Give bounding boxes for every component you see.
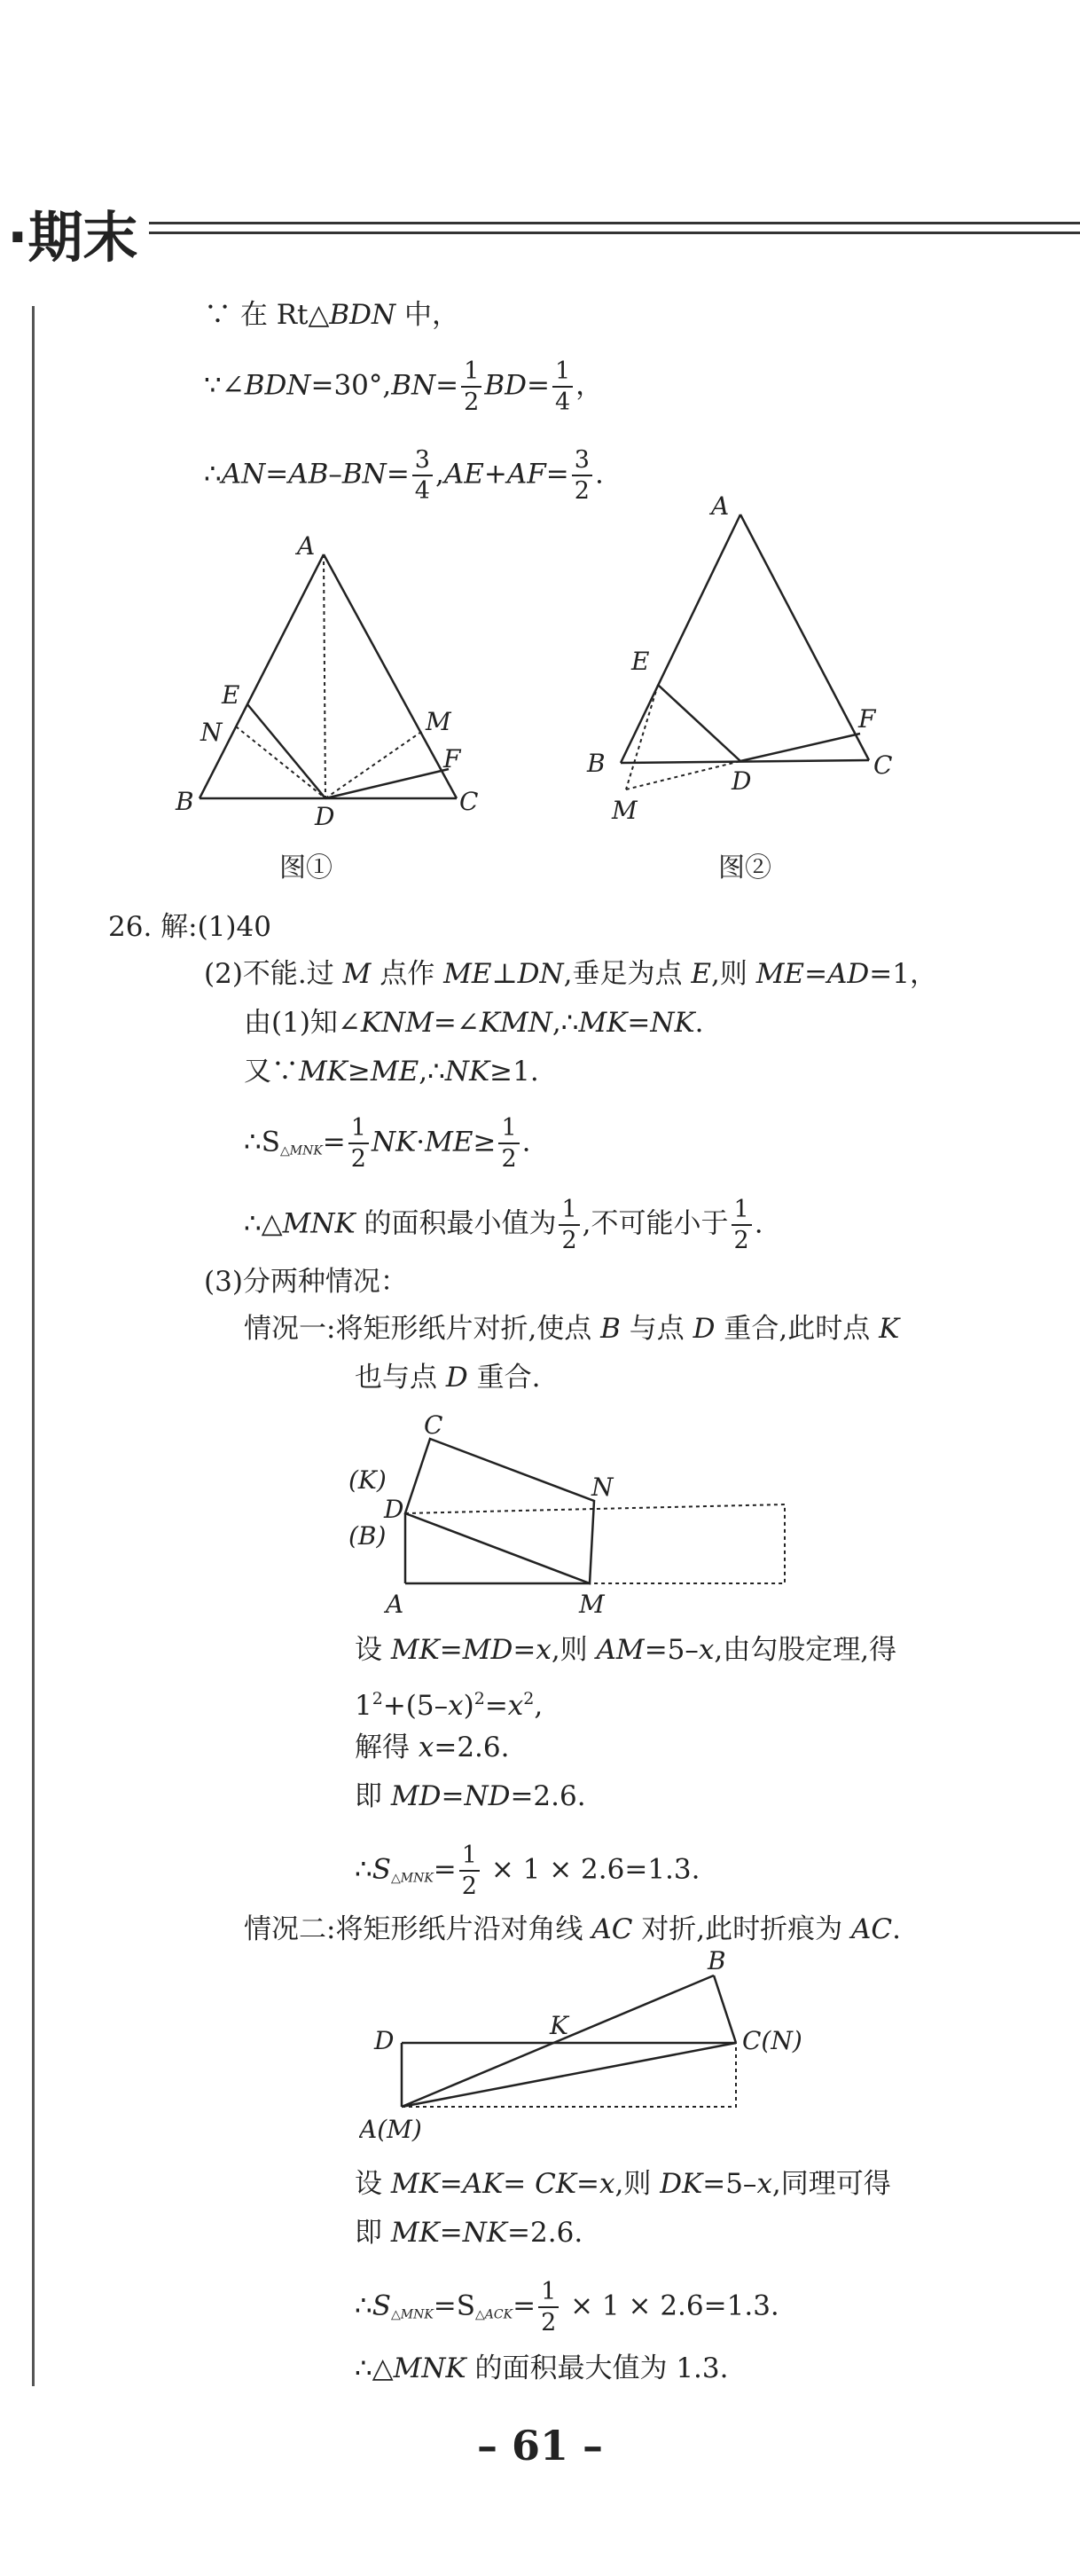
label-b: B xyxy=(587,749,606,778)
edge-ab xyxy=(200,554,324,798)
label-n: N xyxy=(200,718,223,747)
q26-line-7: (3)分两种情况： xyxy=(204,1266,408,1298)
q26-line-6: ∴△MNK 的面积最小值为 $\frac{1}{2}$ ,不可能小于 $\frac{1}{2}$ . xyxy=(244,1196,763,1254)
label-am: A(M) xyxy=(359,2115,422,2144)
label-f: F xyxy=(858,704,876,734)
fraction: $\frac{1}{4}$ xyxy=(552,359,573,414)
q26-line-19: ∴△MNK 的面积最大值为 1.3. xyxy=(355,2352,729,2384)
segment-df xyxy=(740,734,860,761)
q26-line-12: 解得 x=2.6. xyxy=(355,1732,510,1763)
q26-line-16: 设 MK=AK= CK=x,则 DK=5–x,同理可得 xyxy=(355,2168,891,2200)
q26-line-8: 情况一:将矩形纸片对折,使点 B 与点 D 重合,此时点 K xyxy=(244,1313,900,1345)
edge-mb xyxy=(402,1975,714,2107)
figure-2-caption: 图② xyxy=(718,852,771,884)
label-b: B xyxy=(176,787,194,816)
label-c: C xyxy=(873,750,893,780)
text-line-1: ∵ 在 Rt△BDN 中， xyxy=(204,299,459,331)
label-m: M xyxy=(612,796,638,825)
unfolded-rectangle-dashed xyxy=(405,1504,785,1583)
edge-bc xyxy=(714,1975,736,2043)
fraction: $\frac{1}{2}$ xyxy=(461,359,481,414)
segment-ed xyxy=(247,704,325,798)
fraction: $\frac{1}{2}$ xyxy=(559,1198,579,1253)
text-line-3: ∴AN=AB–BN= $\frac{3}{4}$ ,AE+AF= $\frac{3}{2}$ . xyxy=(204,446,604,505)
fraction: $\frac{1}{2}$ xyxy=(498,1116,519,1171)
fraction: $\frac{1}{2}$ xyxy=(732,1198,752,1253)
q26-line-4: 又∵MK≥ME,∴NK≥1. xyxy=(244,1056,539,1088)
q26-line-5: $\therefore S_{\triangle MNK}=$ $\frac{1}{2}$ NK·ME≥ $\frac{1}{2}$ . xyxy=(244,1114,531,1173)
left-border-line xyxy=(32,306,35,2386)
label-d: D xyxy=(732,766,752,796)
label-cn: C(N) xyxy=(742,2026,802,2055)
edge-ac xyxy=(740,514,869,760)
segment-ad-dashed xyxy=(324,554,325,798)
label-b: (B) xyxy=(348,1521,387,1551)
q26-line-10: 设 MK=MD=x,则 AM=5–x,由勾股定理,得 xyxy=(355,1634,897,1666)
section-title: ·期末 xyxy=(7,205,138,270)
label-n: N xyxy=(591,1473,614,1502)
label-k: (K) xyxy=(348,1465,387,1495)
edge-ab xyxy=(621,514,740,763)
label-e: E xyxy=(631,647,650,676)
segment-nd-dashed xyxy=(236,726,325,798)
q26-line-3: 由(1)知∠KNM=∠KMN,∴MK=NK. xyxy=(244,1007,704,1039)
segment-em-dashed xyxy=(626,685,658,789)
label-a: A xyxy=(386,1590,404,1619)
label-m: M xyxy=(579,1590,605,1619)
label-d: D xyxy=(315,802,335,831)
fraction: $\frac{3}{2}$ xyxy=(572,448,592,503)
label-d: D xyxy=(374,2026,395,2055)
q26-line-2: (2)不能.过 M 点作 ME⊥DN,垂足为点 E,则 ME=AD=1， xyxy=(204,958,937,990)
figure-3 xyxy=(333,1400,802,1630)
edge-ac xyxy=(324,554,457,798)
label-m: M xyxy=(426,707,451,736)
segment-dm-dashed xyxy=(325,730,424,798)
text-line-2: ∵∠BDN=30°,BN= $\frac{1}{2}$ BD= $\frac{1}{4}$ ， xyxy=(204,357,604,416)
fraction: $\frac{1}{2}$ xyxy=(459,1843,480,1898)
label-f: F xyxy=(443,744,461,774)
segment-md-dashed xyxy=(626,761,740,789)
fraction: $\frac{1}{2}$ xyxy=(538,2280,559,2335)
q26-line-11: $1^2+(5-x)^2=x^2$, xyxy=(355,1689,544,1722)
q26-line-14: $\therefore S_{\triangle MNK}=$ $\frac{1}{2}$ × 1 × 2.6=1.3. xyxy=(355,1842,700,1900)
fraction: $\frac{1}{2}$ xyxy=(348,1116,369,1171)
segment-df xyxy=(325,769,449,798)
label-c: C xyxy=(424,1410,443,1440)
q26-line-18: $\therefore S_{\triangle MNK}=S_{\triangle ACK}=$ $\frac{1}{2}$ × 1 × 2.6=1.3. xyxy=(355,2278,779,2336)
label-a: A xyxy=(297,531,316,561)
q26-line-15: 情况二:将矩形纸片沿对角线 AC 对折,此时折痕为 AC. xyxy=(244,1913,901,1945)
q26-line-9: 也与点 D 重合. xyxy=(355,1362,541,1394)
diagonal-ac xyxy=(402,2043,736,2107)
fraction: $\frac{3}{4}$ xyxy=(412,448,433,503)
header-rule xyxy=(149,222,1080,234)
label-c: C xyxy=(459,787,479,816)
q26-line-17: 即 MK=NK=2.6. xyxy=(355,2217,583,2249)
page-number: – 61 – xyxy=(476,2422,604,2470)
figure-2 xyxy=(567,483,940,900)
label-k: K xyxy=(550,2011,568,2040)
figure-1-caption: 图① xyxy=(279,852,333,884)
q26-line-1: 26. 解:(1)40 xyxy=(108,911,271,943)
segment-ed xyxy=(658,685,740,761)
figure-4 xyxy=(359,1947,838,2156)
label-b: B xyxy=(708,1947,726,1975)
label-d: D xyxy=(384,1495,404,1524)
label-a: A xyxy=(711,491,730,521)
label-e: E xyxy=(222,680,240,710)
q26-line-13: 即 MD=ND=2.6. xyxy=(355,1780,586,1812)
figure-1 xyxy=(168,528,523,900)
